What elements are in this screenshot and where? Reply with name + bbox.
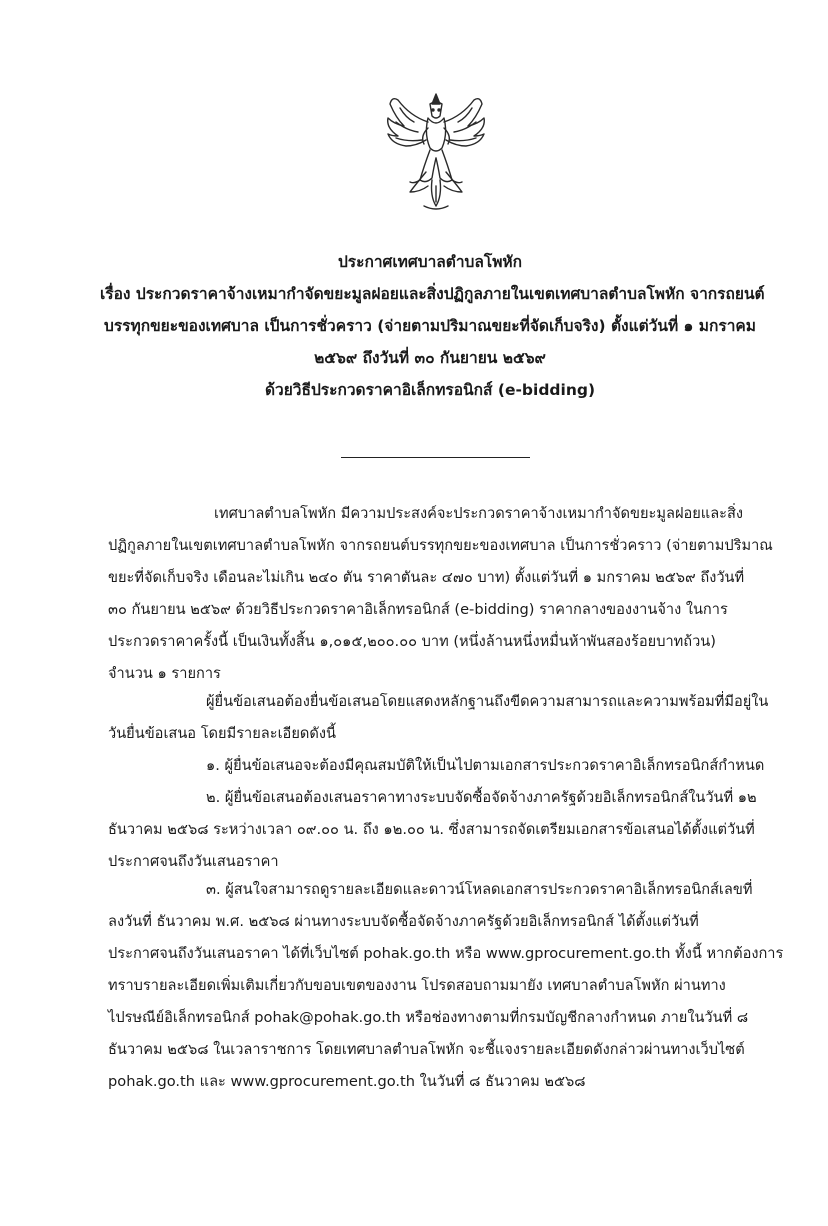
- paragraph-intro: [108, 498, 773, 690]
- paragraph-line: ผู้ยื่นข้อเสนอต้องยื่นข้อเสนอโดยแสดงหลักฐานถึงขีดความสามารถและความพร้อมที่มีอยู่ใน: [206, 693, 769, 710]
- list-item-2: [108, 782, 757, 878]
- paragraph-line: pohak.go.th และ www.gprocurement.go.th ในวันที่ ๘ ธันวาคม ๒๕๖๘: [108, 1073, 586, 1090]
- paragraph-line: จำนวน ๑ รายการ: [108, 665, 221, 682]
- paragraph-line: ๓๐ กันยายน ๒๕๖๙ ด้วยวิธีประกวดราคาอิเล็กทรอนิกส์ (e-bidding) ราคากลางของงานจ้าง ในการ: [108, 601, 728, 618]
- paragraph-line: ธันวาคม ๒๕๖๘ ในเวลาราชการ โดยเทศบาลตำบลโพหัก จะชี้แจงรายละเอียดดังกล่าวผ่านทางเว็บไซต์: [108, 1041, 745, 1058]
- header-subject-line-1: เรื่อง ประกวดราคาจ้างเหมากำจัดขยะมูลฝอยและสิ่งปฏิกูลภายในเขตเทศบาลตำบลโพหัก จากรถยนต์: [100, 285, 765, 303]
- paragraph-line: ๒. ผู้ยื่นข้อเสนอต้องเสนอราคาทางระบบจัดซื้อจัดจ้างภาครัฐด้วยอิเล็กทรอนิกส์ในวันที่ ๑๒: [206, 789, 757, 806]
- paragraph-line: เทศบาลตำบลโพหัก มีความประสงค์จะประกวดราคาจ้างเหมากำจัดขยะมูลฝอยและสิ่ง: [214, 505, 744, 522]
- paragraph-line: ๓. ผู้สนใจสามารถดูรายละเอียดและดาวน์โหลดเอกสารประกวดราคาอิเล็กทรอนิกส์เลขที่: [206, 881, 753, 898]
- paragraph-line: ปฏิกูลภายในเขตเทศบาลตำบลโพหัก จากรถยนต์บรรทุกขยะของเทศบาล เป็นการชั่วคราว (จ่ายตามปริมาณ: [108, 537, 773, 554]
- header-method: ด้วยวิธีประกวดราคาอิเล็กทรอนิกส์ (e-bidding): [264, 381, 596, 399]
- header-subject-line-2: บรรทุกขยะของเทศบาล เป็นการชั่วคราว (จ่ายตามปริมาณขยะที่จัดเก็บจริง) ตั้งแต่วันที่ ๑ มกราคม: [103, 317, 757, 335]
- paragraph-line: ๑. ผู้ยื่นข้อเสนอจะต้องมีคุณสมบัติให้เป็นไปตามเอกสารประกวดราคาอิเล็กทรอนิกส์กำหนด: [206, 757, 765, 774]
- paragraph-line: ธันวาคม ๒๕๖๘ ระหว่างเวลา ๐๙.๐๐ น. ถึง ๑๒.๐๐ น. ซึ่งสามารถจัดเตรียมเอกสารข้อเสนอได้ตั้งแต่วันที่: [108, 821, 755, 838]
- header-title: ประกาศเทศบาลตำบลโพหัก: [337, 253, 523, 271]
- header-subject-line-3: ๒๕๖๙ ถึงวันที่ ๓๐ กันยายน ๒๕๖๙: [314, 349, 546, 367]
- paragraph-line: ทราบรายละเอียดเพิ่มเติมเกี่ยวกับขอบเขตของงาน โปรดสอบถามมายัง เทศบาลตำบลโพหัก ผ่านทาง: [108, 977, 726, 994]
- paragraph-line: ประกาศจนถึงวันเสนอราคา ได้ที่เว็บไซต์ pohak.go.th หรือ www.gprocurement.go.th ทั้งนี้ หากต้องการ: [108, 945, 784, 962]
- paragraph-line: ประกาศจนถึงวันเสนอราคา: [108, 853, 279, 870]
- paragraph-qualification: [108, 686, 769, 750]
- announcement-header: [100, 246, 765, 406]
- list-item-3: [108, 874, 784, 1098]
- paragraph-line: ลงวันที่ ธันวาคม พ.ศ. ๒๕๖๘ ผ่านทางระบบจัดซื้อจัดจ้างภาครัฐด้วยอิเล็กทรอนิกส์ ได้ตั้งแต่วันที่: [108, 913, 699, 930]
- paragraph-line: วันยื่นข้อเสนอ โดยมีรายละเอียดดังนี้: [108, 725, 336, 742]
- list-item-1: [108, 750, 765, 782]
- paragraph-line: ประกวดราคาครั้งนี้ เป็นเงินทั้งสิ้น ๑,๐๑๕,๒๐๐.๐๐ บาท (หนึ่งล้านหนึ่งหมื่นห้าพันสองร้อยบาทถ้วน): [108, 633, 716, 650]
- garuda-emblem-icon: [380, 88, 492, 216]
- header-divider: [341, 457, 530, 458]
- paragraph-line: ไปรษณีย์อิเล็กทรอนิกส์ pohak@pohak.go.th หรือช่องทางตามที่กรมบัญชีกลางกำหนด ภายในวันที่ ๘: [108, 1009, 749, 1026]
- paragraph-line: ขยะที่จัดเก็บจริง เดือนละไม่เกิน ๒๔๐ ตัน ราคาตันละ ๔๗๐ บาท) ตั้งแต่วันที่ ๑ มกราคม ๒๕๖๙ ถึงวันที่: [108, 569, 745, 586]
